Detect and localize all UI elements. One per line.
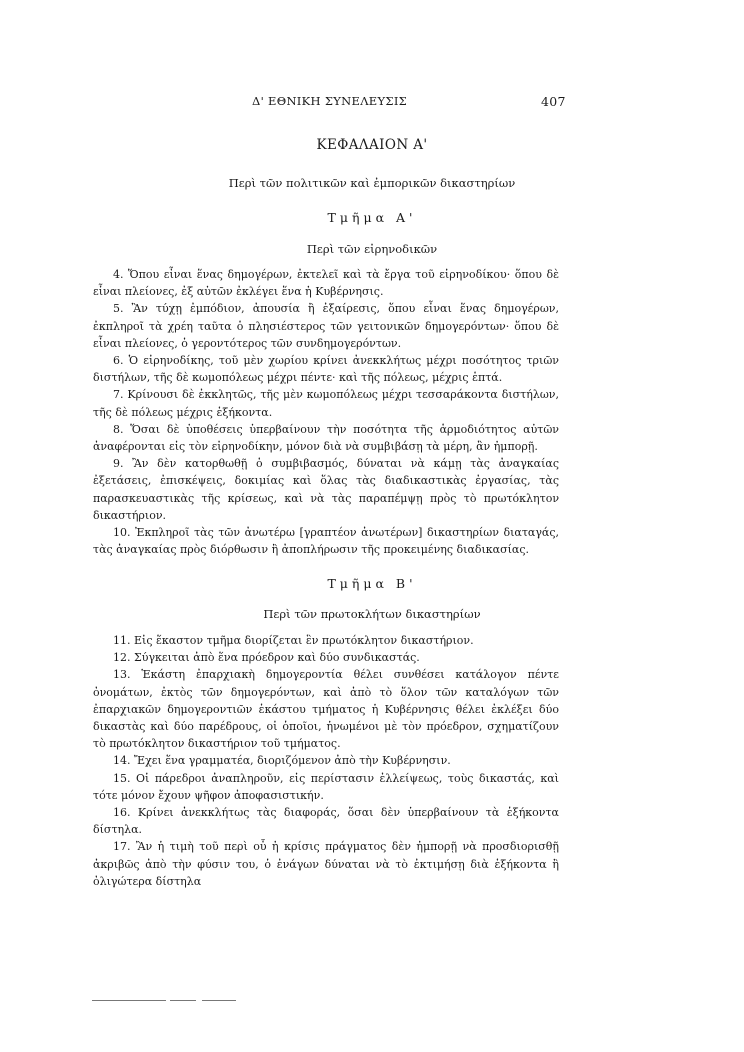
- running-title: Δ' ΕΘΝΙΚΗ ΣΥΝΕΛΕΥΣΙΣ: [252, 94, 408, 108]
- paragraph-article-13: 13. Ἑκάστη ἐπαρχιακὴ δημογεροντία θέλει συνθέσει κατάλογον πέντε ὀνομάτων, ἐκτὸς τῶν δημογερόντων, καὶ ἀπὸ τὸ ὅλον τῶν καταλόγων τῶν ἐπαρχιακῶν δημογεροντιῶν ἑκάστου τμήματος ἡ Κυβέρνησις θέλει ἐκλέξει δύο δικαστὰς καὶ δύο παρέδρους, οἱ ὁποῖοι, ἡνωμένοι μὲ τὸν πρόεδρον, σχηματίζουν τὸ πρωτόκλητον δικαστήριον τοῦ τμήματος.: [93, 668, 559, 751]
- section-title-a: Τμῆμα Α': [327, 210, 417, 225]
- paragraph-article-17: 17. Ἂν ἡ τιμὴ τοῦ περὶ οὗ ἡ κρίσις πράγματος δὲν ἠμπορῇ νὰ προσδιορισθῇ ἀκριβῶς ἀπὸ τὴν φύσιν του, ὁ ἐνάγων δύναται νὰ τὸ ἐκτιμήσῃ διὰ ἑξήκοντα ἢ ὀλιγώτερα δίστηλα: [93, 840, 559, 888]
- section-subtitle-a: Περὶ τῶν εἰρηνοδικῶν: [306, 242, 438, 256]
- section-title-b: Τμῆμα Β': [327, 576, 417, 591]
- paragraph-article-8: 8. Ὅσαι δὲ ὑποθέσεις ὑπερβαίνουν τὴν ποσότητα τῆς ἁρμοδιότητος αὐτῶν ἀναφέρονται εἰς τὸν εἰρηνοδίκην, μόνον διὰ νὰ συμβιβάσῃ τὰ μέρη, ἂν ἠμπορῇ.: [93, 422, 559, 454]
- paragraph-article-14: 14. Ἔχει ἕνα γραμματέα, διοριζόμενον ἀπὸ τὴν Κυβέρνησιν.: [113, 754, 451, 768]
- footer-rule-segment: [202, 1000, 236, 1001]
- chapter-subtitle: Περὶ τῶν πολιτικῶν καὶ ἐμπορικῶν δικαστηρίων: [228, 176, 516, 190]
- paragraph-article-9: 9. Ἂν δὲν κατορθωθῇ ὁ συμβιβασμός, δύναται νὰ κάμῃ τὰς ἀναγκαίας ἐξετάσεις, ἐπισκέψεις, δοκιμίας καὶ ὅλας τὰς διαδικαστικὰς ἐργασίας, τὰς παρασκευαστικὰς τῆς κρίσεως, καὶ νὰ τὰς παραπέμψῃ πρὸς τὸ πρωτόκλητον δικαστήριον.: [93, 457, 559, 522]
- section-subtitle-b: Περὶ τῶν πρωτοκλήτων δικαστηρίων: [263, 607, 481, 621]
- paragraph-article-5: 5. Ἂν τύχῃ ἐμπόδιον, ἀπουσία ἢ ἐξαίρεσις, ὅπου εἶναι ἕνας δημογέρων, ἐκπληροῖ τὰ χρέη ταῦτα ὁ πλησιέστερος τῶν γειτονικῶν δημογερόντων· ὅπου δὲ εἶναι πλείονες, ὁ γεροντότερος τῶν συνδημογερόντων.: [93, 302, 559, 350]
- paragraph-article-11: 11. Εἰς ἕκαστον τμῆμα διορίζεται ἓν πρωτόκλητον δικαστήριον.: [113, 634, 474, 647]
- paragraph-article-16: 16. Κρίνει ἀνεκκλήτως τὰς διαφοράς, ὅσαι δὲν ὑπερβαίνουν τὰ ἑξήκοντα δίστηλα.: [93, 806, 559, 837]
- footer-rule-segment: [170, 1000, 196, 1001]
- paragraph-article-4: 4. Ὅπου εἶναι ἕνας δημογέρων, ἐκτελεῖ καὶ τὰ ἔργα τοῦ εἰρηνοδίκου· ὅπου δὲ εἶναι πλείονες, ἐξ αὐτῶν ἐκλέγει ἕνα ἡ Κυβέρνησις.: [93, 268, 559, 299]
- section-b-body: [93, 632, 559, 890]
- section-a-body: [93, 266, 559, 558]
- page-number: 407: [541, 94, 566, 109]
- paragraph-article-15: 15. Οἱ πάρεδροι ἀναπληροῦν, εἰς περίστασιν ἐλλείψεως, τοὺς δικαστάς, καὶ τότε μόνον ἔχουν ψῆφον ἀποφασιστικήν.: [93, 771, 559, 802]
- paragraph-article-12: 12. Σύγκειται ἀπὸ ἕνα πρόεδρον καὶ δύο συνδικαστάς.: [113, 651, 420, 665]
- chapter-title: ΚΕΦΑΛΑΙΟΝ Α': [316, 137, 428, 153]
- footer-rule-segment: [92, 1000, 166, 1001]
- paragraph-article-7: 7. Κρίνουσι δὲ ἐκκλητῶς, τῆς μὲν κωμοπόλεως μέχρι τεσσαράκοντα διστήλων, τῆς δὲ πόλεως μέχρις ἑξήκοντα.: [93, 388, 559, 419]
- paragraph-article-10: 10. Ἐκπληροῖ τὰς τῶν ἀνωτέρω [γραπτέον ἀνωτέρων] δικαστηρίων διαταγάς, τὰς ἀναγκαίας πρὸς διόρθωσιν ἢ ἀποπλήρωσιν τῆς προκειμένης διαδικασίας.: [93, 526, 559, 557]
- paragraph-article-6: 6. Ὁ εἰρηνοδίκης, τοῦ μὲν χωρίου κρίνει ἀνεκκλήτως μέχρι ποσότητος τριῶν διστήλων, τῆς δὲ κωμοπόλεως μέχρι πέντε· καὶ τῆς πόλεως, μέχρις ἑπτά.: [93, 354, 559, 385]
